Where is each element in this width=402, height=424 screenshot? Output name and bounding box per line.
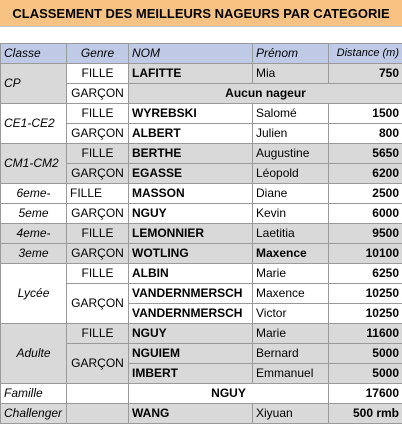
nom-cell: LEMONNIER (129, 224, 253, 244)
distance-cell: 10250 (329, 284, 402, 304)
class-cell-5eme: 5eme (1, 204, 67, 224)
table-row (1, 264, 402, 284)
genre-cell: FILLE (67, 144, 129, 164)
genre-cell: GARÇON (67, 244, 129, 264)
class-cell-ce: CE1-CE2 (1, 104, 67, 144)
distance-cell: 750 (329, 64, 402, 84)
table-row (1, 244, 402, 264)
prenom-cell: Mia (253, 64, 329, 84)
distance-cell: 11600 (329, 324, 402, 344)
header-nom: NOM (129, 44, 253, 64)
prenom-cell: Kevin (253, 204, 329, 224)
prenom-cell: Maxence (253, 284, 329, 304)
distance-cell: 10100 (329, 244, 402, 264)
prenom-cell: Diane (253, 184, 329, 204)
genre-cell: FILLE (67, 104, 129, 124)
table-row (1, 384, 402, 404)
header-distance: Distance (m) (329, 44, 402, 64)
spacer (0, 27, 402, 43)
genre-cell: FILLE (67, 184, 129, 204)
prenom-cell: Laetitia (253, 224, 329, 244)
class-cell-cp: CP (1, 64, 67, 104)
table-row (1, 204, 402, 224)
table-row (1, 224, 402, 244)
prenom-cell: Salomé (253, 104, 329, 124)
table-row (1, 184, 402, 204)
distance-cell: 5650 (329, 144, 402, 164)
nom-cell: VANDERNMERSCH (129, 304, 253, 324)
distance-cell: 2500 (329, 184, 402, 204)
distance-cell: 800 (329, 124, 402, 144)
prenom-cell: Marie (253, 324, 329, 344)
header-row (1, 44, 402, 64)
class-cell-4eme: 4eme- (1, 224, 67, 244)
header-genre: Genre (67, 44, 129, 64)
distance-cell: 9500 (329, 224, 402, 244)
table-row (1, 64, 402, 84)
prenom-cell: Augustine (253, 144, 329, 164)
distance-cell: 5000 (329, 364, 402, 384)
prenom-cell: Léopold (253, 164, 329, 184)
distance-cell: 500 rmb (329, 404, 402, 424)
prenom-cell: Julien (253, 124, 329, 144)
genre-cell: GARÇON (67, 284, 129, 324)
distance-cell: 6200 (329, 164, 402, 184)
nom-cell: MASSON (129, 184, 253, 204)
nom-cell: NGUIEM (129, 344, 253, 364)
class-cell-lycee: Lycée (1, 264, 67, 324)
distance-cell: 1500 (329, 104, 402, 124)
table-row (1, 324, 402, 344)
no-swimmer-note: Aucun nageur (129, 84, 402, 104)
nom-cell: ALBIN (129, 264, 253, 284)
nom-cell: NGUY (129, 204, 253, 224)
prenom-cell: Xiyuan (253, 404, 329, 424)
class-cell-famille: Famille (1, 384, 67, 404)
genre-cell: GARÇON (67, 344, 129, 384)
distance-cell: 10250 (329, 304, 402, 324)
genre-cell: FILLE (67, 224, 129, 244)
nom-cell: VANDERNMERSCH (129, 284, 253, 304)
class-cell-challenger: Challenger (1, 404, 67, 424)
nom-cell: ALBERT (129, 124, 253, 144)
genre-cell-empty (67, 384, 129, 404)
nom-cell: WANG (129, 404, 253, 424)
header-classe: Classe (1, 44, 67, 64)
genre-cell: GARÇON (67, 84, 129, 104)
ranking-table (0, 43, 402, 424)
prenom-cell: Emmanuel (253, 364, 329, 384)
table-row (1, 144, 402, 164)
genre-cell: GARÇON (67, 204, 129, 224)
nom-cell: LAFITTE (129, 64, 253, 84)
nom-cell: BERTHE (129, 144, 253, 164)
page-title: CLASSEMENT DES MEILLEURS NAGEURS PAR CATEGORIE (0, 0, 402, 27)
genre-cell-empty (67, 404, 129, 424)
prenom-cell: Victor (253, 304, 329, 324)
class-cell-adulte: Adulte (1, 324, 67, 384)
class-cell-3eme: 3eme (1, 244, 67, 264)
nom-cell: NGUY (129, 324, 253, 344)
prenom-cell: Bernard (253, 344, 329, 364)
distance-cell: 5000 (329, 344, 402, 364)
prenom-cell: Maxence (253, 244, 329, 264)
class-cell-cm: CM1-CM2 (1, 144, 67, 184)
nom-cell: WOTLING (129, 244, 253, 264)
distance-cell: 17600 (329, 384, 402, 404)
genre-cell: GARÇON (67, 164, 129, 184)
genre-cell: FILLE (67, 264, 129, 284)
genre-cell: FILLE (67, 64, 129, 84)
nom-cell: IMBERT (129, 364, 253, 384)
header-prenom: Prénom (253, 44, 329, 64)
prenom-cell: Marie (253, 264, 329, 284)
genre-cell: GARÇON (67, 124, 129, 144)
class-cell-6eme: 6eme- (1, 184, 67, 204)
genre-cell: FILLE (67, 324, 129, 344)
distance-cell: 6000 (329, 204, 402, 224)
table-row (1, 104, 402, 124)
nom-cell: EGASSE (129, 164, 253, 184)
distance-cell: 6250 (329, 264, 402, 284)
nom-cell: NGUY (129, 384, 329, 404)
table-row (1, 404, 402, 424)
nom-cell: WYREBSKI (129, 104, 253, 124)
